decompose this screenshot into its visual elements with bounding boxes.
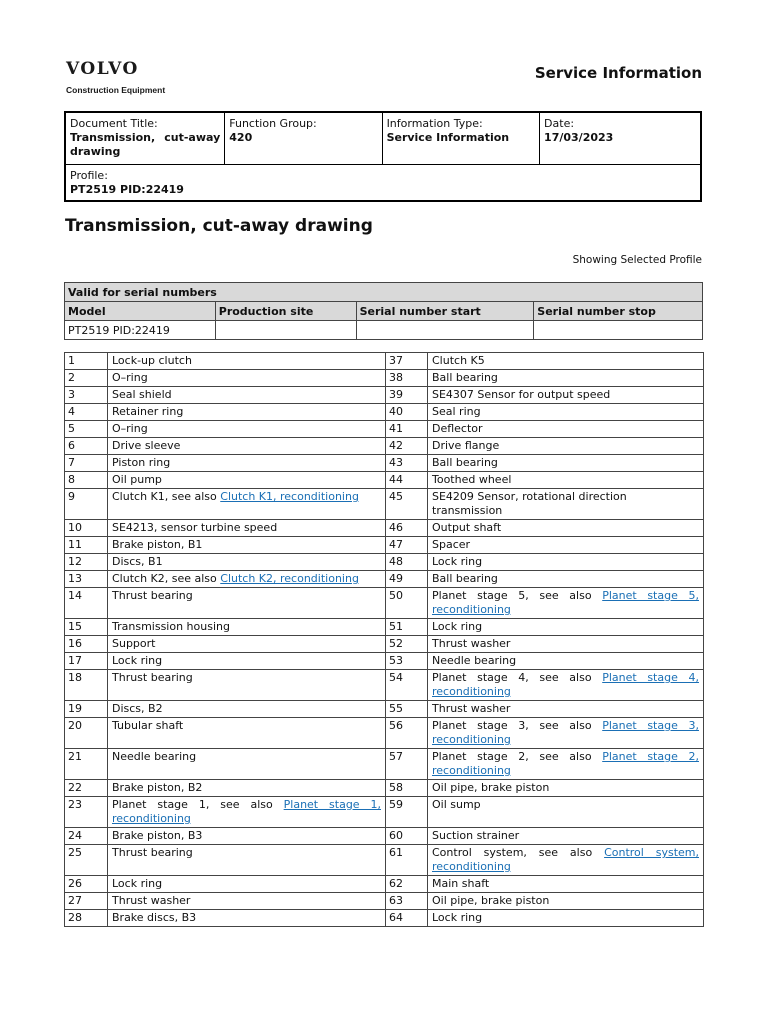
table-row [65, 845, 704, 876]
part-description [428, 749, 704, 780]
part-number: 20 [65, 718, 108, 749]
table-row [65, 537, 704, 554]
part-number: 22 [65, 780, 108, 797]
part-description: Needle bearing [108, 749, 386, 780]
part-number: 5 [65, 421, 108, 438]
function-group-label: Function Group: [229, 117, 317, 130]
table-row [65, 653, 704, 670]
service-information-title: Service Information [534, 64, 702, 82]
doc-title-value-a: Transmission, [70, 131, 156, 144]
part-description: Seal shield [108, 387, 386, 404]
table-row [65, 370, 704, 387]
part-number: 6 [65, 438, 108, 455]
reconditioning-link[interactable]: Planet stage 5, reconditioning [432, 589, 699, 616]
part-number: 45 [386, 489, 428, 520]
serial-col-model: Model [65, 302, 216, 321]
part-description: Tubular shaft [108, 718, 386, 749]
part-description-text: Clutch K2, see also [112, 572, 221, 585]
brand-wordmark: VOLVO [66, 59, 139, 79]
part-description: Thrust bearing [108, 670, 386, 701]
part-number: 55 [386, 701, 428, 718]
part-description: Thrust washer [108, 893, 386, 910]
part-description: Thrust washer [428, 636, 704, 653]
reconditioning-link[interactable]: Control system, reconditioning [432, 846, 699, 873]
table-row [65, 421, 704, 438]
serial-numbers-table [64, 282, 703, 340]
doc-title-value-line [70, 131, 220, 145]
serial-col-start: Serial number start [356, 302, 534, 321]
part-description: Main shaft [428, 876, 704, 893]
part-description: Suction strainer [428, 828, 704, 845]
part-description: Retainer ring [108, 404, 386, 421]
part-number: 8 [65, 472, 108, 489]
table-row [65, 619, 704, 636]
table-row [65, 455, 704, 472]
info-type-value: Service Information [386, 131, 510, 144]
part-description: Lock ring [428, 619, 704, 636]
part-number: 27 [65, 893, 108, 910]
part-description: Lock ring [428, 910, 704, 927]
part-description-text: Control system, see also [432, 846, 605, 859]
part-number: 60 [386, 828, 428, 845]
brand-subtitle: Construction Equipment [66, 85, 166, 95]
part-number: 58 [386, 780, 428, 797]
reconditioning-link[interactable]: Planet stage 2, reconditioning [432, 750, 699, 777]
part-number: 4 [65, 404, 108, 421]
part-description: Thrust bearing [108, 588, 386, 619]
part-description: Transmission housing [108, 619, 386, 636]
part-description [108, 489, 386, 520]
table-row [65, 797, 704, 828]
part-description: O–ring [108, 421, 386, 438]
part-number: 43 [386, 455, 428, 472]
part-description: O–ring [108, 370, 386, 387]
profile-value: PT2519 PID:22419 [70, 182, 184, 196]
part-number: 47 [386, 537, 428, 554]
table-row [65, 718, 704, 749]
part-number: 37 [386, 353, 428, 370]
part-description-text: Planet stage 1, see also [112, 798, 284, 811]
part-number: 54 [386, 670, 428, 701]
part-description [428, 670, 704, 701]
part-number: 16 [65, 636, 108, 653]
part-number: 1 [65, 353, 108, 370]
part-description: SE4307 Sensor for output speed [428, 387, 704, 404]
part-description: Brake piston, B3 [108, 828, 386, 845]
document-heading: Transmission, cut-away drawing [65, 216, 373, 236]
info-type-cell [382, 112, 539, 164]
table-row [65, 780, 704, 797]
table-row [65, 520, 704, 537]
table-row [65, 571, 704, 588]
part-number: 10 [65, 520, 108, 537]
table-row [65, 701, 704, 718]
part-description: Clutch K5 [428, 353, 704, 370]
part-number: 17 [65, 653, 108, 670]
part-number: 39 [386, 387, 428, 404]
part-description: Lock ring [108, 876, 386, 893]
table-row [65, 489, 704, 520]
part-number: 59 [386, 797, 428, 828]
doc-title-value-c: drawing [70, 145, 121, 158]
table-row [65, 893, 704, 910]
part-number: 18 [65, 670, 108, 701]
function-group-value: 420 [229, 131, 253, 144]
table-row [65, 588, 704, 619]
part-description: Lock ring [428, 554, 704, 571]
part-number: 15 [65, 619, 108, 636]
showing-selected-profile: Showing Selected Profile [572, 254, 702, 266]
serial-production-site-value [215, 321, 356, 340]
part-description: Brake discs, B3 [108, 910, 386, 927]
part-description: Oil pipe, brake piston [428, 893, 704, 910]
part-description-text: Planet stage 2, see also [432, 750, 603, 763]
part-number: 38 [386, 370, 428, 387]
reconditioning-link[interactable]: Clutch K2, reconditioning [220, 572, 359, 585]
part-description: Support [108, 636, 386, 653]
table-row [65, 670, 704, 701]
part-description: Drive sleeve [108, 438, 386, 455]
part-number: 9 [65, 489, 108, 520]
part-number: 25 [65, 845, 108, 876]
part-description: Lock-up clutch [108, 353, 386, 370]
table-row [65, 387, 704, 404]
part-number: 48 [386, 554, 428, 571]
part-description: Ball bearing [428, 455, 704, 472]
part-number: 63 [386, 893, 428, 910]
part-number: 2 [65, 370, 108, 387]
date-value: 17/03/2023 [544, 131, 614, 144]
date-label: Date: [544, 117, 575, 130]
part-description: Output shaft [428, 520, 704, 537]
part-number: 3 [65, 387, 108, 404]
part-description: Needle bearing [428, 653, 704, 670]
part-number: 13 [65, 571, 108, 588]
serial-stop-value [534, 321, 703, 340]
part-description: Toothed wheel [428, 472, 704, 489]
function-group-cell [225, 112, 382, 164]
date-cell [540, 112, 701, 164]
part-number: 12 [65, 554, 108, 571]
part-description: Discs, B2 [108, 701, 386, 718]
serial-start-value [356, 321, 534, 340]
part-number: 26 [65, 876, 108, 893]
reconditioning-link[interactable]: Clutch K1, reconditioning [220, 490, 359, 503]
part-description [428, 845, 704, 876]
part-description [428, 718, 704, 749]
part-number: 7 [65, 455, 108, 472]
part-number: 44 [386, 472, 428, 489]
part-number: 62 [386, 876, 428, 893]
table-row [65, 828, 704, 845]
part-number: 46 [386, 520, 428, 537]
table-row [65, 438, 704, 455]
serial-col-production-site: Production site [215, 302, 356, 321]
part-number: 21 [65, 749, 108, 780]
part-description: Brake piston, B1 [108, 537, 386, 554]
part-number: 50 [386, 588, 428, 619]
serial-model-value: PT2519 PID:22419 [65, 321, 216, 340]
table-row [65, 876, 704, 893]
reconditioning-link[interactable]: Planet stage 1, reconditioning [112, 798, 381, 825]
doc-title-cell [65, 112, 225, 164]
part-description: Ball bearing [428, 571, 704, 588]
part-description: Oil pump [108, 472, 386, 489]
part-number: 64 [386, 910, 428, 927]
part-description-text: Planet stage 5, see also [432, 589, 603, 602]
table-row [65, 472, 704, 489]
reconditioning-link[interactable]: Planet stage 4, reconditioning [432, 671, 699, 698]
part-number: 19 [65, 701, 108, 718]
info-type-label: Information Type: [386, 117, 483, 130]
part-number: 23 [65, 797, 108, 828]
part-number: 42 [386, 438, 428, 455]
part-description: Drive flange [428, 438, 704, 455]
doc-title-label: Document Title: [70, 117, 158, 130]
serial-col-stop: Serial number stop [534, 302, 703, 321]
part-description: Oil sump [428, 797, 704, 828]
part-number: 51 [386, 619, 428, 636]
table-row [65, 353, 704, 370]
part-description: SE4209 Sensor, rotational direction transmission [428, 489, 704, 520]
table-row [65, 910, 704, 927]
part-number: 11 [65, 537, 108, 554]
part-number: 52 [386, 636, 428, 653]
part-description: Discs, B1 [108, 554, 386, 571]
reconditioning-link[interactable]: Planet stage 3, reconditioning [432, 719, 699, 746]
part-description [108, 797, 386, 828]
table-row [65, 636, 704, 653]
part-description-text: Planet stage 4, see also [432, 671, 603, 684]
serial-caption: Valid for serial numbers [65, 283, 703, 302]
parts-list-table [64, 352, 704, 927]
part-description: Seal ring [428, 404, 704, 421]
part-number: 14 [65, 588, 108, 619]
part-description: Brake piston, B2 [108, 780, 386, 797]
part-description: Spacer [428, 537, 704, 554]
part-number: 24 [65, 828, 108, 845]
part-number: 40 [386, 404, 428, 421]
part-number: 61 [386, 845, 428, 876]
table-row [65, 749, 704, 780]
volvo-logo [66, 60, 165, 95]
part-description: Deflector [428, 421, 704, 438]
part-number: 53 [386, 653, 428, 670]
part-number: 49 [386, 571, 428, 588]
part-number: 56 [386, 718, 428, 749]
part-description: SE4213, sensor turbine speed [108, 520, 386, 537]
table-row [65, 404, 704, 421]
part-description-text: Planet stage 3, see also [432, 719, 603, 732]
part-number: 41 [386, 421, 428, 438]
part-description: Piston ring [108, 455, 386, 472]
part-description: Thrust washer [428, 701, 704, 718]
table-row [65, 554, 704, 571]
part-description [108, 571, 386, 588]
part-description-text: Clutch K1, see also [112, 490, 221, 503]
part-description: Ball bearing [428, 370, 704, 387]
profile-label: Profile: [70, 168, 108, 182]
part-description [428, 588, 704, 619]
doc-title-value-b: cut-away [164, 131, 221, 144]
profile-cell [65, 164, 701, 201]
part-number: 57 [386, 749, 428, 780]
part-description: Lock ring [108, 653, 386, 670]
part-description: Oil pipe, brake piston [428, 780, 704, 797]
part-description: Thrust bearing [108, 845, 386, 876]
part-number: 28 [65, 910, 108, 927]
document-meta-table [64, 111, 702, 202]
